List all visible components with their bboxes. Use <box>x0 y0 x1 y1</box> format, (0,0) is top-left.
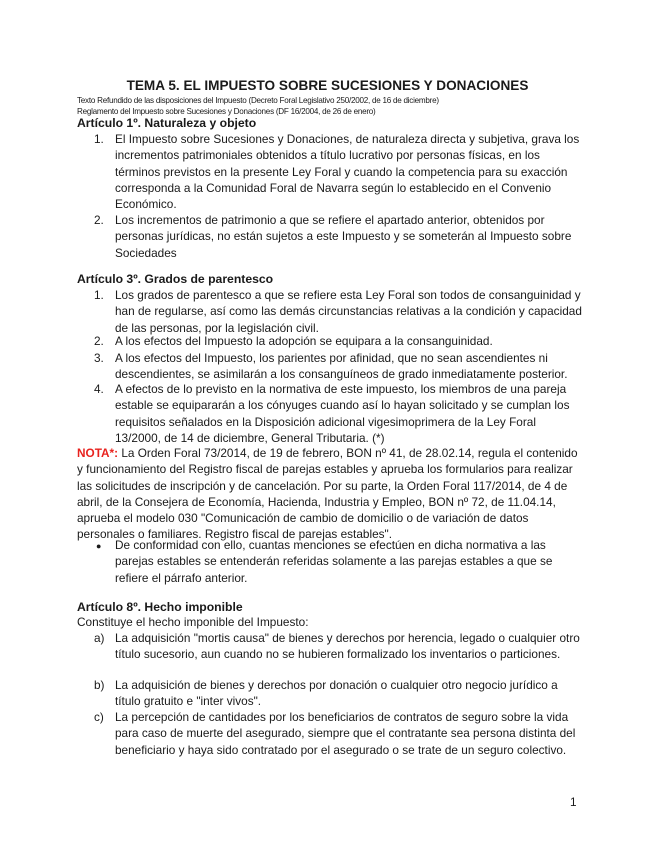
list-item-text: A los efectos del Impuesto la adopción se equipara a la consanguinidad. <box>115 334 493 348</box>
nota-label: NOTA*: <box>77 446 119 460</box>
list-item-text: Los incrementos de patrimonio a que se refiere el apartado anterior, obtenidos por personas jurídicas, no están sujetos a este Impuesto y se someterán al Impuesto sobre Sociedades <box>115 213 572 260</box>
subtitle-reglamento: Reglamento del Impuesto sobre Sucesiones y Donaciones (DF 16/2004, de 26 de enero) <box>77 107 376 116</box>
list-marker: 1. <box>94 288 104 302</box>
nota-paragraph <box>77 445 582 543</box>
list-item <box>94 287 584 336</box>
list-item <box>94 537 584 586</box>
article-1-heading: Artículo 1º. Naturaleza y objeto <box>77 116 257 130</box>
article-3-heading: Artículo 3º. Grados de parentesco <box>77 272 274 286</box>
list-item-text: La adquisición "mortis causa" de bienes y derechos por herencia, legado o cualquier otro título sucesorio, aun cuando no se hubieren formalizado los inventarios o particiones. <box>115 631 580 662</box>
list-item <box>94 709 584 758</box>
list-item-text: La percepción de cantidades por los beneficiarios de contratos de seguro sobre la vida para caso de muerte del asegurado, siempre que el contratante sea persona distinta del beneficiario y haya sido contratado por el asegurado o se trate de un seguro colectivo. <box>115 710 576 757</box>
list-marker: 4. <box>94 382 104 396</box>
nota-text: La Orden Foral 73/2014, de 19 de febrero, BON nº 41, de 28.02.14, regula el contenido y funcionamiento del Registro fiscal de parejas estables y aprueba los formularios para realizar las solicitudes de inscripción y de cancelación. Por su parte, la Orden Foral 117/2014, de 4 de abril, de la Consejera de Economía, Hacienda, Industria y Empleo, BON nº 72, de 11.04.14, aprueba el modelo 030 "Comunicación de cambio de domicilio o de variación de datos personales o familiares. Registro fiscal de parejas estables". <box>77 446 578 542</box>
list-item-text: El Impuesto sobre Sucesiones y Donaciones, de naturaleza directa y subjetiva, grava los incrementos patrimoniales obtenidos a título lucrativo por personas físicas, en los términos previstos en la presente Ley Foral y cuando la competencia para su exacción corresponda a la Comunidad Foral de Navarra según lo establecido en el Convenio Económico. <box>115 132 580 212</box>
list-item <box>94 381 584 446</box>
list-item <box>94 677 584 710</box>
list-marker: 2. <box>94 213 104 227</box>
list-item-text: A efectos de lo previsto en la normativa de este impuesto, los miembros de una pareja estable se equipararán a los cónyuges cuando así lo hayan solicitado y se cumplan los requisitos señalados en la Disposición adicional vigesimoprimera de la Ley Foral 13/2000, de 14 de diciembre, General Tributaria. (*) <box>115 382 570 445</box>
bullet-marker: ● <box>96 541 102 551</box>
list-item-text: De conformidad con ello, cuantas menciones se efectúen en dicha normativa a las parejas estables se entenderán referidas solamente a las parejas estables a que se refiere el párrafo anterior. <box>115 538 553 585</box>
page-number: 1 <box>570 795 577 809</box>
list-item <box>94 350 584 383</box>
article-8-intro: Constituye el hecho imponible del Impuesto: <box>77 615 309 629</box>
list-item <box>94 630 584 663</box>
document-title: TEMA 5. EL IMPUESTO SOBRE SUCESIONES Y DONACIONES <box>126 78 529 93</box>
list-item-text: Los grados de parentesco a que se refiere esta Ley Foral son todos de consanguinidad y han de regularse, así como las demás circunstancias relativas a la condición y capacidad de las personas, por la legislación civil. <box>115 288 582 335</box>
list-item <box>94 212 584 261</box>
list-marker: 1. <box>94 132 104 146</box>
article-8-heading: Artículo 8º. Hecho imponible <box>77 600 243 614</box>
list-marker: 3. <box>94 351 104 365</box>
list-item <box>94 333 584 349</box>
subtitle-texto-refundido: Texto Refundido de las disposiciones del Impuesto (Decreto Foral Legislativo 250/2002, de 16 de diciembre) <box>77 96 439 105</box>
list-marker: a) <box>94 631 105 645</box>
list-item-text: A los efectos del Impuesto, los parientes por afinidad, que no sean ascendientes ni descendientes, se asimilarán a los consanguíneos de grado inmediatamente posterior. <box>115 351 568 382</box>
list-marker: b) <box>94 678 105 692</box>
list-item <box>94 131 584 212</box>
list-marker: 2. <box>94 334 104 348</box>
list-marker: c) <box>94 710 104 724</box>
list-item-text: La adquisición de bienes y derechos por donación o cualquier otro negocio jurídico a título gratuito e "inter vivos". <box>115 678 558 709</box>
